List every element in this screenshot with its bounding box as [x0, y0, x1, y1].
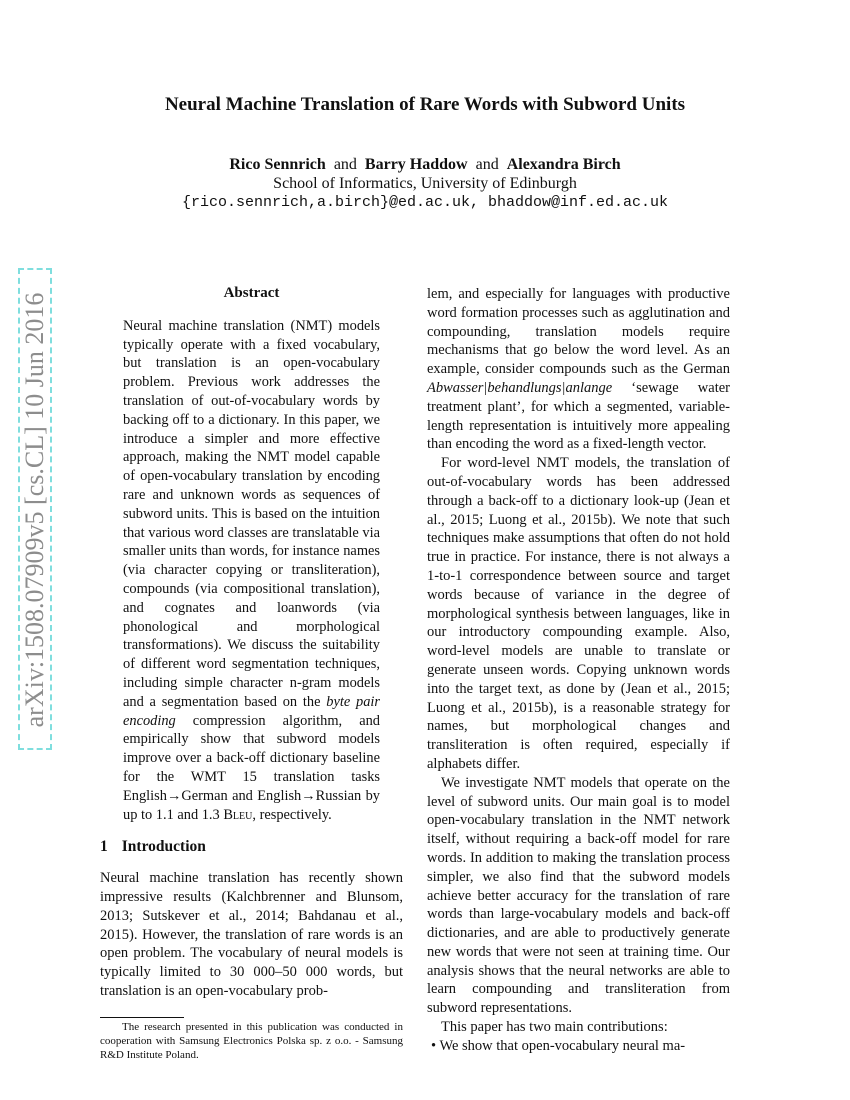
affiliation: School of Informatics, University of Edinburgh: [273, 175, 577, 192]
right-paragraph-1-tail: ‘sewage water treatment plant’, for which a segmented, variable-length representation is intuitively more appealing than encoding the word as a fixed-length vector.: [427, 379, 730, 453]
intro-paragraph-1: Neural machine translation has recently shown impressive results (Kalchbrenner and Blunsom, 2013; Sutskever et al., 2014; Bahdanau et al., 2015). However, the translation of rare words is an open problem. The vocabulary of neural models is typically limited to 30 000–50 000 words, but translation is an open-vocabulary prob-: [100, 870, 403, 999]
contribution-bullet-1: • We show that open-vocabulary neural ma-: [431, 1037, 686, 1054]
section-heading-introduction: [100, 838, 403, 857]
right-paragraph-1: [427, 285, 730, 454]
right-paragraph-4: This paper has two main contributions:: [441, 1019, 668, 1036]
author-names: [0, 155, 850, 174]
bleu-metric: Bleu: [223, 806, 253, 823]
author-emails: {rico.sennrich,a.birch}@ed.ac.uk, bhaddow@inf.ed.ac.uk: [181, 194, 669, 211]
right-column: [427, 285, 730, 1056]
left-column: [100, 284, 403, 1001]
right-paragraph-2: For word-level NMT models, the translation of out-of-vocabulary words has been addressed through a back-off to a dictionary look-up (Jean et al., 2015; Luong et al., 2015b). We note that such techniques make assumptions that often do not hold true in practice. For instance, there is not always a 1-to-1 correspondence between source and target words because of variance in the degree of morphological synthesis between languages, like in our introductory compounding example. Also, word-level models are unable to translate or generate unseen words. Copying unknown words into the target text, as done by (Jean et al., 2015; Luong et al., 2015b), is a reasonable strategy for names, but morphological changes and transliteration is often required, especially if alphabets differ.: [427, 455, 730, 772]
abstract-body: [123, 317, 380, 825]
abstract-paragraph: [123, 317, 380, 825]
abstract-text-tail: compression algorithm, and empirically show that subword models improve over a back-off dictionary baseline for the WMT 15 translation tasks English→German and English→Russian by up to 1.1 and 1.3: [123, 712, 380, 823]
author-separator-1: and: [333, 156, 357, 173]
arxiv-identifier: arXiv:1508.07909v5 [cs.CL] 10 Jun 2016: [20, 292, 49, 728]
abstract-heading: Abstract: [223, 285, 280, 301]
abstract-text: Neural machine translation (NMT) models typically operate with a fixed vocabulary, but translation is an open-vocabulary problem. Previous work addresses the translation of out-of-vocabulary words by backing off to a dictionary. In this paper, we introduce a simpler and more effective approach, making the NMT model capable of open-vocabulary translation by encoding rare and unknown words as sequences of subword units. This is based on the intuition that various word classes are translatable via smaller units than words, for instance names (via character copying or transliteration), compounds (via compositional translation), and cognates and loanwords (via phonological and morphological transformations). We discuss the suitability of different word segmentation techniques, including simple character n-gram models and a segmentation based on the: [123, 317, 380, 710]
author-separator-2: and: [475, 156, 499, 173]
author-1: Rico Sennrich: [229, 156, 326, 173]
author-2: Barry Haddow: [364, 156, 468, 173]
abstract-emphasis: byte pair encoding: [123, 693, 380, 729]
right-paragraph-3: We investigate NMT models that operate on the level of subword units. Our main goal is to model open-vocabulary translation in the NMT network itself, without requiring a back-off model for rare words. In addition to making the translation process simpler, we also find that the subword models achieve better accuracy for the translation of rare words than large-vocabulary models and back-off dictionaries, and are able to productively generate new words that were not seen at training time. Our analysis shows that the neural networks are able to learn compounding and transliteration from subword representations.: [427, 774, 730, 1017]
section-number: 1: [100, 838, 108, 856]
german-compound-example: Abwasser|behandlungs|anlange: [427, 379, 613, 396]
footnote-text: The research presented in this publication was conducted in cooperation with Samsung Electronics Polska sp. z o.o. - Samsung R&D Institute Poland.: [100, 1021, 403, 1061]
footnote: [100, 1017, 403, 1062]
author-block: [0, 155, 850, 212]
footnote-rule: [100, 1017, 184, 1018]
abstract-text-end: , respectively.: [252, 806, 332, 823]
author-3: Alexandra Birch: [506, 156, 621, 173]
paper-title: Neural Machine Translation of Rare Words with Subword Units: [164, 94, 686, 115]
right-paragraph-1-text: lem, and especially for languages with productive word formation processes such as agglutination and compounding, translation models require mechanisms that go below the word level. As an example, consider compounds such as the German: [427, 286, 730, 378]
section-title: Introduction: [121, 838, 206, 856]
